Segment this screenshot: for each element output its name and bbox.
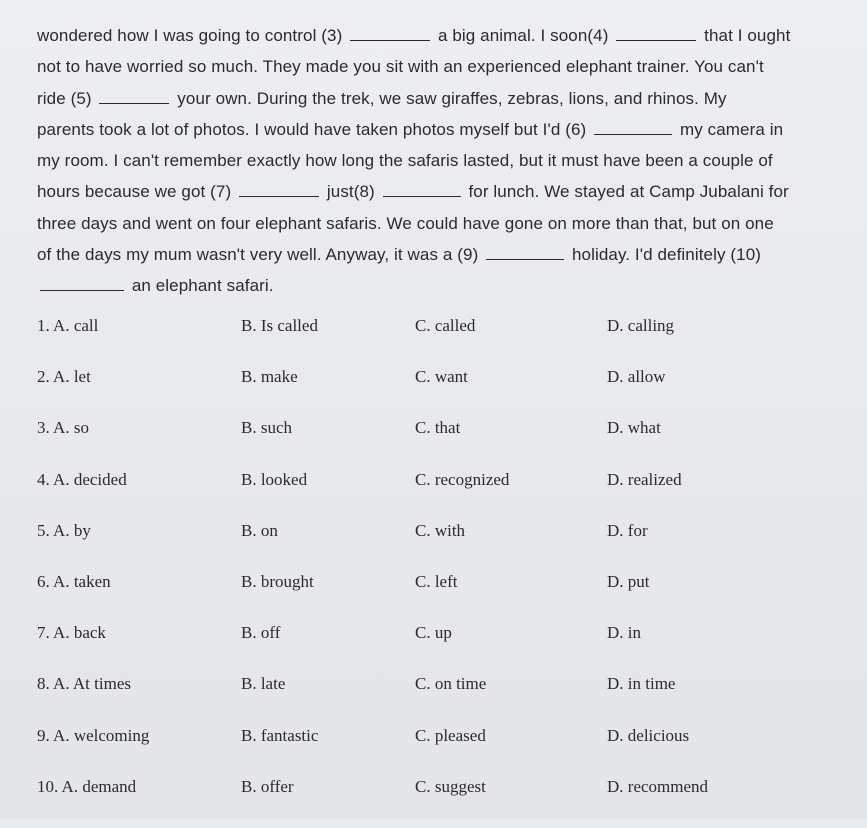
passage-text: wondered how I was going to control (3) [37, 26, 348, 45]
option-d: D. put [607, 571, 650, 591]
option-c: C. suggest [415, 776, 486, 796]
passage-text: that I ought [699, 26, 791, 45]
option-d: D. what [607, 418, 661, 438]
passage-line [37, 114, 852, 145]
option-c: C. recognized [415, 469, 510, 489]
question-row [37, 777, 857, 828]
passage-text: not to have worried so much. They made you sit with an experienced elephant trainer. You can't [37, 57, 764, 77]
answer-options [37, 316, 857, 828]
option-d: D. delicious [607, 725, 690, 745]
option-d: D. allow [607, 367, 666, 387]
question-row [37, 623, 857, 674]
question-row [37, 521, 857, 572]
question-row [37, 316, 857, 367]
option-b: B. fantastic [241, 725, 319, 745]
passage-line [37, 83, 852, 114]
option-d: D. recommend [607, 776, 709, 796]
passage-text: my room. I can't remember exactly how long the safaris lasted, but it must have been a couple of [37, 151, 773, 171]
question-row [37, 418, 857, 469]
option-c: C. pleased [415, 725, 486, 745]
option-a: 4. A. decided [37, 469, 127, 489]
passage-line [37, 208, 852, 239]
option-a: 5. A. by [37, 520, 91, 540]
passage-text: a big animal. I soon(4) [433, 26, 614, 45]
passage-text: of the days my mum wasn't very well. Anyway, it was a (9) [37, 245, 484, 265]
option-c: C. that [415, 418, 461, 438]
option-b: B. brought [241, 571, 314, 591]
option-b: B. looked [241, 469, 308, 489]
question-row [37, 572, 857, 623]
passage-text: parents took a lot of photos. I would have taken photos myself but I'd (6) [37, 119, 592, 139]
option-a: 7. A. back [37, 623, 106, 643]
option-c: C. want [415, 367, 468, 387]
answer-blank [239, 182, 319, 197]
option-b: B. offer [241, 776, 294, 796]
answer-blank [350, 26, 430, 41]
passage-text: hours because we got (7) [37, 182, 237, 202]
passage-text: an elephant safari. [127, 276, 274, 296]
option-a: 3. A. so [37, 418, 89, 438]
option-d: D. in time [607, 674, 676, 694]
cloze-passage [37, 20, 852, 302]
option-c: C. left [415, 571, 458, 591]
option-a: 8. A. At times [37, 674, 131, 694]
option-a: 6. A. taken [37, 571, 111, 591]
option-b: B. late [241, 674, 286, 694]
passage-text: ride (5) [37, 88, 97, 108]
option-b: B. Is called [241, 316, 318, 335]
option-d: D. in [607, 623, 641, 643]
question-row [37, 367, 857, 418]
option-d: D. for [607, 520, 648, 540]
option-d: D. calling [607, 316, 675, 335]
passage-text: my camera in [675, 119, 784, 139]
question-row [37, 470, 857, 521]
passage-text: your own. During the trek, we saw giraffes, zebras, lions, and rhinos. My [172, 88, 727, 108]
passage-line [37, 176, 852, 207]
passage-text: holiday. I'd definitely (10) [567, 245, 762, 265]
answer-blank [486, 245, 564, 260]
option-c: C. on time [415, 674, 487, 694]
option-c: C. with [415, 520, 466, 540]
passage-line [37, 145, 852, 176]
passage-text: for lunch. We stayed at Camp Jubalani for [463, 182, 789, 202]
passage-line [37, 239, 852, 270]
answer-blank [383, 182, 461, 197]
option-b: B. off [241, 623, 281, 643]
option-a: 1. A. call [37, 316, 99, 335]
passage-text: three days and went on four elephant safaris. We could have gone on more than that, but on one [37, 213, 774, 233]
answer-blank [99, 89, 169, 104]
answer-blank [616, 26, 696, 41]
option-b: B. on [241, 520, 278, 540]
option-a: 10. A. demand [37, 776, 137, 796]
passage-text: just(8) [322, 182, 380, 202]
option-b: B. such [241, 418, 292, 438]
option-c: C. up [415, 623, 452, 643]
passage-line [37, 270, 852, 301]
option-d: D. realized [607, 469, 682, 489]
question-row [37, 726, 857, 777]
passage-line [37, 51, 852, 82]
option-b: B. make [241, 367, 298, 387]
option-c: C. called [415, 316, 476, 335]
passage-line [37, 20, 852, 51]
answer-blank [594, 120, 672, 135]
answer-blank [40, 276, 124, 291]
question-row [37, 674, 857, 725]
option-a: 2. A. let [37, 367, 91, 387]
option-a: 9. A. welcoming [37, 725, 150, 745]
